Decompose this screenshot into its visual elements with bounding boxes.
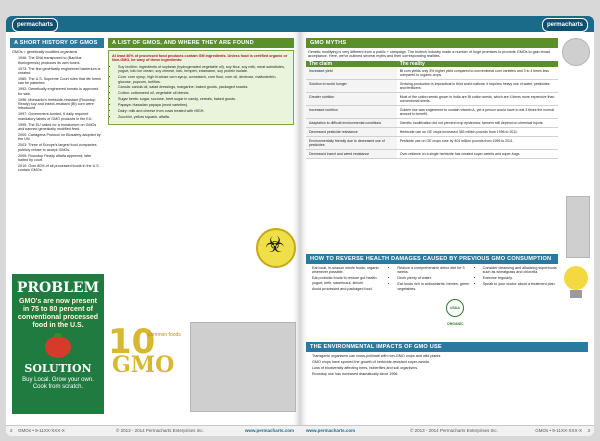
gmo-list-intro: At least 80% of processed food products contain GM ingredients. Unless food is certified organic or Non-GMO, be wary of these ingredients: bbox=[112, 54, 288, 63]
gmo-list-title: A LIST OF GMOS, AND WHERE THEY ARE FOUND bbox=[108, 38, 294, 48]
right-page-number: 3 bbox=[587, 428, 590, 433]
table-row bbox=[306, 136, 558, 149]
ten-gmo-foods-graphic bbox=[108, 322, 186, 390]
list-item: • Avoid processed and packaged food. bbox=[312, 287, 387, 291]
environment-list bbox=[306, 354, 588, 376]
history-item: • 2010: Over 80% of all processed foods in the U.S. contain GMOs. bbox=[18, 164, 102, 173]
ten-number: 10 bbox=[108, 322, 156, 362]
history-column bbox=[10, 38, 104, 270]
problem-text: GMO's are now present in 75 to 80 percent of conventional processed food in the U.S. bbox=[17, 298, 99, 329]
history-item: • 1996: Monsanto's herbicide-resistant (Roundup Ready) soy and insect-resistant (Bt) corn were introduced. bbox=[18, 98, 102, 111]
table-row bbox=[306, 92, 558, 105]
list-item: • Eat local, in-season whole foods, organic whenever possible. bbox=[312, 266, 387, 275]
environment-section bbox=[306, 342, 588, 422]
solution-text: Buy Local. Grow your own. Cook from scratch. bbox=[22, 377, 94, 390]
gmo-list-body bbox=[108, 50, 294, 125]
list-item: • Eat foods rich in antioxidants: berries, green vegetables. bbox=[397, 282, 472, 291]
tomato-illustration bbox=[45, 336, 71, 358]
history-item: • 1973: The first genetically engineered bacterium is created. bbox=[18, 67, 102, 76]
lightbulb-icon bbox=[562, 266, 590, 302]
myths-title: GMO MYTHS bbox=[306, 38, 558, 48]
reverse-list-mid bbox=[391, 266, 472, 293]
environment-body bbox=[306, 352, 588, 376]
gmo-list-item: • Corn: corn syrup, high fructose corn syrup, cornstarch, corn flour, corn oil, dextrose, maltodextrin, glucose, popcorn, tortillas. bbox=[118, 75, 290, 84]
right-footer-url: www.permacharts.com bbox=[306, 428, 356, 433]
gmo-list-item: • Papaya: Hawaiian papaya (most varieties). bbox=[118, 103, 290, 107]
list-item: • Roundup use has increased dramatically since 1996. bbox=[312, 372, 588, 376]
left-page bbox=[6, 16, 300, 436]
myths-table bbox=[306, 61, 558, 159]
gmo-word: GMO bbox=[112, 352, 175, 378]
brand-logo: permacharts bbox=[12, 18, 58, 32]
list-item: • Drink plenty of water. bbox=[397, 276, 472, 280]
right-page bbox=[300, 16, 594, 436]
left-footer bbox=[6, 425, 300, 436]
environment-title: THE ENVIRONMENTAL IMPACTS OF GMO USE bbox=[306, 342, 588, 352]
table-row bbox=[306, 118, 558, 127]
history-item: • 1997: Government-funded, 6 daily required mandatory labels of GMO products in the EU. bbox=[18, 112, 102, 121]
gmo-list-item: • Canola: canola oil, salad dressings, margarine, baked goods, packaged snacks. bbox=[118, 85, 290, 89]
table-row bbox=[306, 149, 558, 158]
myth-cell: Adaptation to difficult environmental conditions bbox=[306, 118, 397, 127]
brand-logo: permacharts bbox=[542, 18, 588, 32]
reality-cell: Golden rice was engineered to contain vitamin A, yet a person would have to eat 3 times the normal amount to benefit. bbox=[397, 105, 558, 118]
list-item: • Eat probiotic foods to restore gut health: yogurt, kefir, sauerkraut, kimchi. bbox=[312, 276, 387, 285]
reality-cell: Most of the cotton seeds grown in India are Bt cotton seeds, which are 4 times more expensive than conventional seeds. bbox=[397, 92, 558, 105]
history-title: A SHORT HISTORY OF GMOS bbox=[10, 38, 104, 48]
history-item: • 1999: The EU called for a moratorium on GMOs and banned genetically modified feed. bbox=[18, 123, 102, 132]
problem-solution-promo bbox=[12, 274, 104, 414]
reverse-title: HOW TO REVERSE HEALTH DAMAGES CAUSED BY PREVIOUS GMO CONSUMPTION bbox=[306, 254, 558, 264]
reverse-body bbox=[306, 264, 558, 293]
left-page-number: 2 bbox=[10, 428, 13, 433]
gmo-list-item: • Sugar beets: sugar, sucrose, beet sugar in candy, cereals, baked goods. bbox=[118, 97, 290, 101]
history-item: • 1980: The U.S. Supreme Court rules that life forms can be patented. bbox=[18, 77, 102, 86]
myth-cell: Increased yield bbox=[306, 67, 397, 80]
myth-cell: Solution to world hunger bbox=[306, 79, 397, 92]
myths-intro: Genetic modifying is very different from a public + campaign. The biotech industry made a number of huge promises to promote GMOs to gain broad acceptance. Here, we've outlined several myths and their corresponding realities. bbox=[308, 50, 551, 59]
right-footer bbox=[300, 425, 594, 436]
biohazard-icon bbox=[256, 228, 296, 268]
history-item: • 2003: Three of Europe's largest food companies publicly refuse to accept GMOs. bbox=[18, 143, 102, 152]
reverse-list-right bbox=[477, 266, 558, 293]
gmo-list bbox=[112, 65, 290, 120]
list-item: • Speak to your doctor about a treatment plan. bbox=[483, 282, 558, 286]
reality-column-header: The reality bbox=[397, 61, 558, 67]
table-row bbox=[306, 79, 558, 92]
list-item: • Reduce a comprehensive detox diet for 3 weeks. bbox=[397, 266, 472, 275]
myths-section bbox=[306, 38, 558, 246]
list-item: • Loss of biodiversity affecting bees, butterflies and soil organisms. bbox=[312, 366, 588, 370]
table-row bbox=[306, 105, 558, 118]
list-item: • GMO crops have spurred the growth of herbicide-resistant super-weeds. bbox=[312, 360, 588, 364]
myth-cell: Increased nutrition bbox=[306, 105, 397, 118]
table-row bbox=[306, 67, 558, 80]
reality-cell: Genetic modification did not prevent crop epidemics; farmers still depend on chemical inputs. bbox=[397, 118, 558, 127]
right-top-bar bbox=[300, 16, 594, 32]
child-illustration bbox=[566, 196, 590, 258]
usda-organic-seal: USDA ORGANIC bbox=[446, 299, 464, 317]
reverse-list-left bbox=[306, 266, 387, 293]
myth-column-header: The claim bbox=[306, 61, 397, 67]
history-list bbox=[12, 56, 102, 172]
history-item: • 1992: Genetically engineered tomato is approved for sale. bbox=[18, 87, 102, 96]
gmo-list-item: • Cotton: cottonseed oil, vegetable oil blends. bbox=[118, 91, 290, 95]
list-item: • Transgenic organisms can cross-pollinate with non-GMO crops and wild plants. bbox=[312, 354, 588, 358]
history-intro: GMOs = genetically modified organisms bbox=[12, 50, 78, 54]
reality-cell: Growing-production is impractical in third world nations; it requires heavy use of water, pesticides and fertilizers. bbox=[397, 79, 558, 92]
right-footer-code: GMOs • 9-11XX-XXX-X bbox=[535, 428, 582, 433]
myth-cell: Decreased pesticide resistance bbox=[306, 127, 397, 136]
corn-illustration bbox=[562, 38, 590, 66]
history-item: • 2000: Cartagena Protocol on Biosafety adopted by the UN. bbox=[18, 133, 102, 142]
history-item: • 1946: The DNA transposed to (Bacillus thuringiensis) produces its own toxins. bbox=[18, 56, 102, 65]
gmo-foods-photo bbox=[190, 322, 296, 412]
reality-cell: Bt corn yields only 3% higher yield compared to conventional corn varieties and 3 to 4 times less compared to organic crops. bbox=[397, 67, 558, 80]
left-top-bar bbox=[6, 16, 300, 32]
left-footer-copy: © 2013 - 2014 Permacharts Enterprises Inc. bbox=[116, 428, 204, 433]
list-item: • Consider cleansing and alkalizing superfoods such as wheatgrass and chlorella. bbox=[483, 266, 558, 275]
problem-heading: PROBLEM bbox=[16, 280, 100, 296]
gmo-list-item: • Soy lecithin: ingredients of soybean (hydrogenated vegetable oil), soy flour, soy milk, meat substitutes, yogurt, tofu ice cream, soy cheese, tofu, tempeh, edamame, soy protein isolate. bbox=[118, 65, 290, 74]
gmo-list-item: • Zucchini, yellow squash, alfalfa. bbox=[118, 115, 290, 119]
gmo-list-column bbox=[108, 38, 294, 320]
pamphlet-spread bbox=[6, 16, 594, 436]
myth-cell: Environmentally friendly due to decreased use of pesticides bbox=[306, 136, 397, 149]
list-item: • Exercise regularly. bbox=[483, 276, 558, 280]
table-row bbox=[306, 127, 558, 136]
myth-cell: Decreased insect and weed resistance bbox=[306, 149, 397, 158]
ten-suffix: common foods bbox=[148, 332, 181, 338]
gmo-list-item: • Dairy: milk and cheese from cows treated with rBGH. bbox=[118, 109, 290, 113]
history-item: • 2005: Roundup Ready alfalfa approved; later halted by court. bbox=[18, 154, 102, 163]
reverse-damage-section bbox=[306, 254, 558, 338]
solution-heading: SOLUTION bbox=[24, 362, 92, 375]
left-footer-code: GMOs • 9-11XX-XXX-X bbox=[18, 428, 65, 433]
myth-cell: Greater nutrition bbox=[306, 92, 397, 105]
reality-cell: Pesticide use on GE crops rose by 404 million pounds from 1996 to 2011. bbox=[397, 136, 558, 149]
reality-cell: Herbicide use on GE crops increased 383 million pounds from 1996 to 2011. bbox=[397, 127, 558, 136]
right-footer-copy: © 2013 - 2014 Permacharts Enterprises Inc. bbox=[410, 428, 498, 433]
history-body bbox=[10, 48, 104, 173]
reality-cell: Over-reliance on a single herbicide has created super-weeds and super-bugs. bbox=[397, 149, 558, 158]
left-footer-url: www.permacharts.com bbox=[244, 428, 294, 433]
